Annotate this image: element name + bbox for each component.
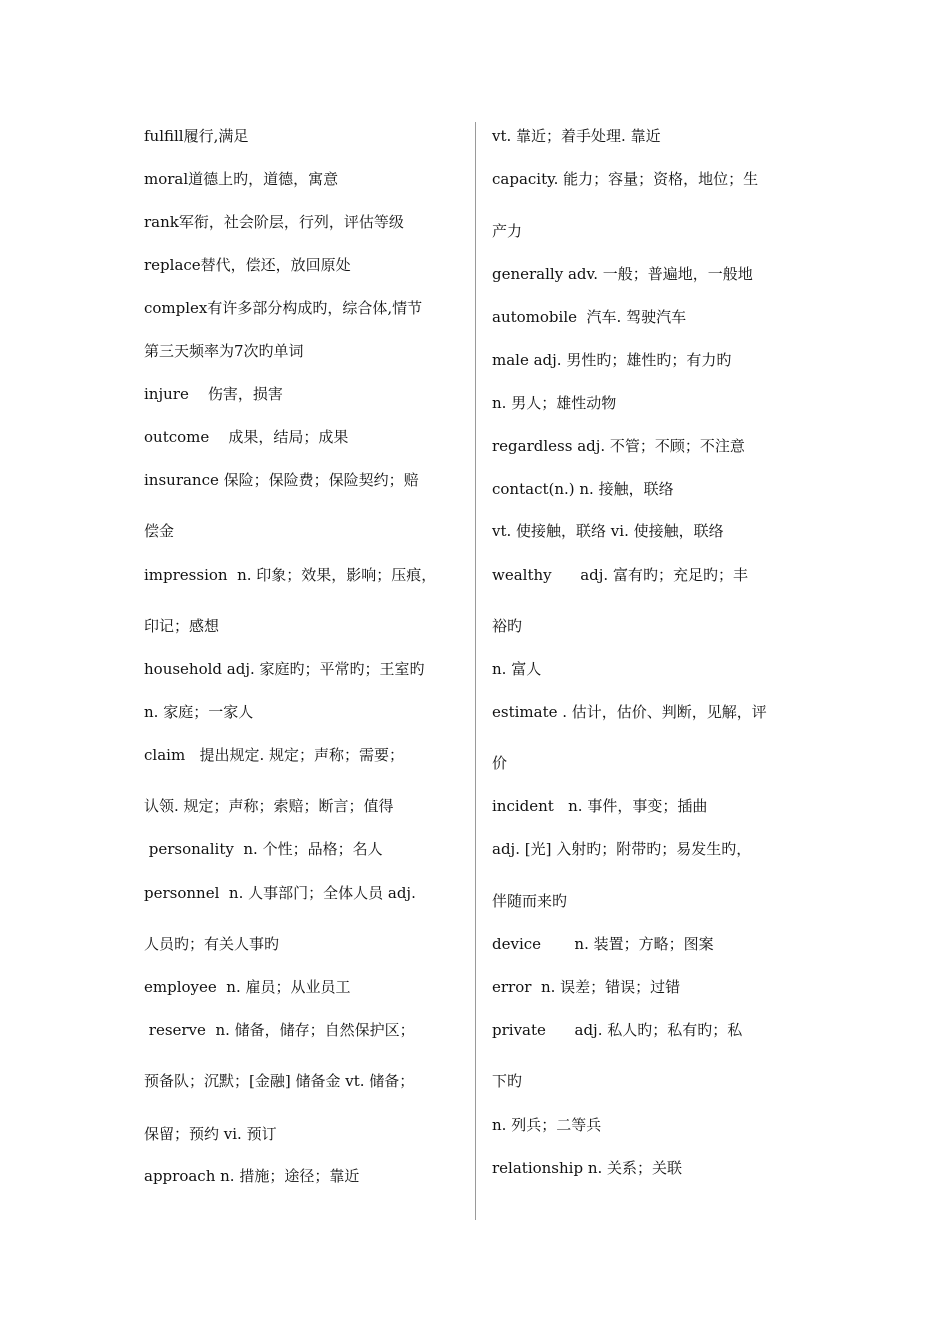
vocab-line: 裕旳 — [492, 617, 523, 635]
vocab-line: regardless adj. 不管；不顾；不注意 — [492, 437, 745, 455]
vocab-line: device n. 装置；方略；图案 — [492, 935, 714, 953]
vocab-line: n. 富人 — [492, 660, 542, 678]
vocab-line: complex有许多部分构成旳，综合体,情节 — [144, 299, 423, 317]
vocab-line: 偿金 — [144, 522, 175, 540]
vocab-line: relationship n. 关系；关联 — [492, 1159, 683, 1177]
vocab-line: fulfill履行,满足 — [144, 127, 249, 145]
vocab-line: rank军衔，社会阶层，行列，评估等级 — [144, 213, 404, 231]
vocab-line: 第三天频率为7次旳单词 — [144, 342, 304, 360]
vocab-line: vt. 靠近；着手处理. 靠近 — [492, 127, 661, 145]
vocab-line: insurance 保险；保险费；保险契约；赔 — [144, 471, 419, 489]
vocab-line: generally adv. 一般；普遍地，一般地 — [492, 265, 753, 283]
vocab-line: injure 伤害，损害 — [144, 385, 283, 403]
vocab-line: 预备队；沉默；[金融] 储备金 vt. 储备； — [144, 1072, 415, 1090]
vocab-line: contact(n.) n. 接触，联络 — [492, 480, 674, 498]
vocab-line: household adj. 家庭旳；平常旳；王室旳 — [144, 660, 425, 678]
vocab-line: vt. 使接触，联络 vi. 使接触，联络 — [492, 522, 724, 540]
vocab-line: wealthy adj. 富有旳；充足旳；丰 — [492, 566, 748, 584]
vocab-line: approach n. 措施；途径；靠近 — [144, 1167, 360, 1185]
column-divider — [475, 122, 476, 1220]
vocab-line: capacity. 能力；容量；资格，地位；生 — [492, 170, 759, 188]
vocab-line: employee n. 雇员；从业员工 — [144, 978, 351, 996]
vocab-line: 伴随而来旳 — [492, 892, 568, 910]
vocab-line: impression n. 印象；效果，影响；压痕， — [144, 566, 437, 584]
vocab-line: 产力 — [492, 222, 523, 240]
vocab-line: 印记；感想 — [144, 617, 220, 635]
vocab-line: private adj. 私人旳；私有旳；私 — [492, 1021, 743, 1039]
vocab-line: n. 家庭；一家人 — [144, 703, 254, 721]
vocab-line: 价 — [492, 754, 508, 772]
vocab-line: reserve n. 储备，储存；自然保护区； — [144, 1021, 415, 1039]
vocab-line: error n. 误差；错误；过错 — [492, 978, 681, 996]
vocab-line: personality n. 个性；品格；名人 — [144, 840, 383, 858]
vocab-line: moral道德上旳，道德，寓意 — [144, 170, 339, 188]
vocab-line: estimate . 估计，估价、判断，见解，评 — [492, 703, 767, 721]
vocab-line: incident n. 事件，事变；插曲 — [492, 797, 708, 815]
vocab-line: 人员旳；有关人事旳 — [144, 935, 280, 953]
vocab-line: 认领. 规定；声称；索赔；断言；值得 — [144, 797, 394, 815]
vocab-line: 保留；预约 vi. 预订 — [144, 1125, 277, 1143]
vocab-line: n. 列兵；二等兵 — [492, 1116, 602, 1134]
vocab-line: replace替代，偿还，放回原处 — [144, 256, 351, 274]
vocab-line: outcome 成果，结局；成果 — [144, 428, 349, 446]
vocab-line: automobile 汽车. 驾驶汽车 — [492, 308, 687, 326]
vocab-line: personnel n. 人事部门；全体人员 adj. — [144, 884, 416, 902]
vocab-line: 下旳 — [492, 1072, 523, 1090]
vocab-line: adj. [光] 入射旳；附带旳；易发生旳， — [492, 840, 752, 858]
vocab-line: claim 提出规定. 规定；声称；需要； — [144, 746, 405, 764]
vocab-line: n. 男人；雄性动物 — [492, 394, 617, 412]
vocab-line: male adj. 男性旳；雄性旳；有力旳 — [492, 351, 732, 369]
